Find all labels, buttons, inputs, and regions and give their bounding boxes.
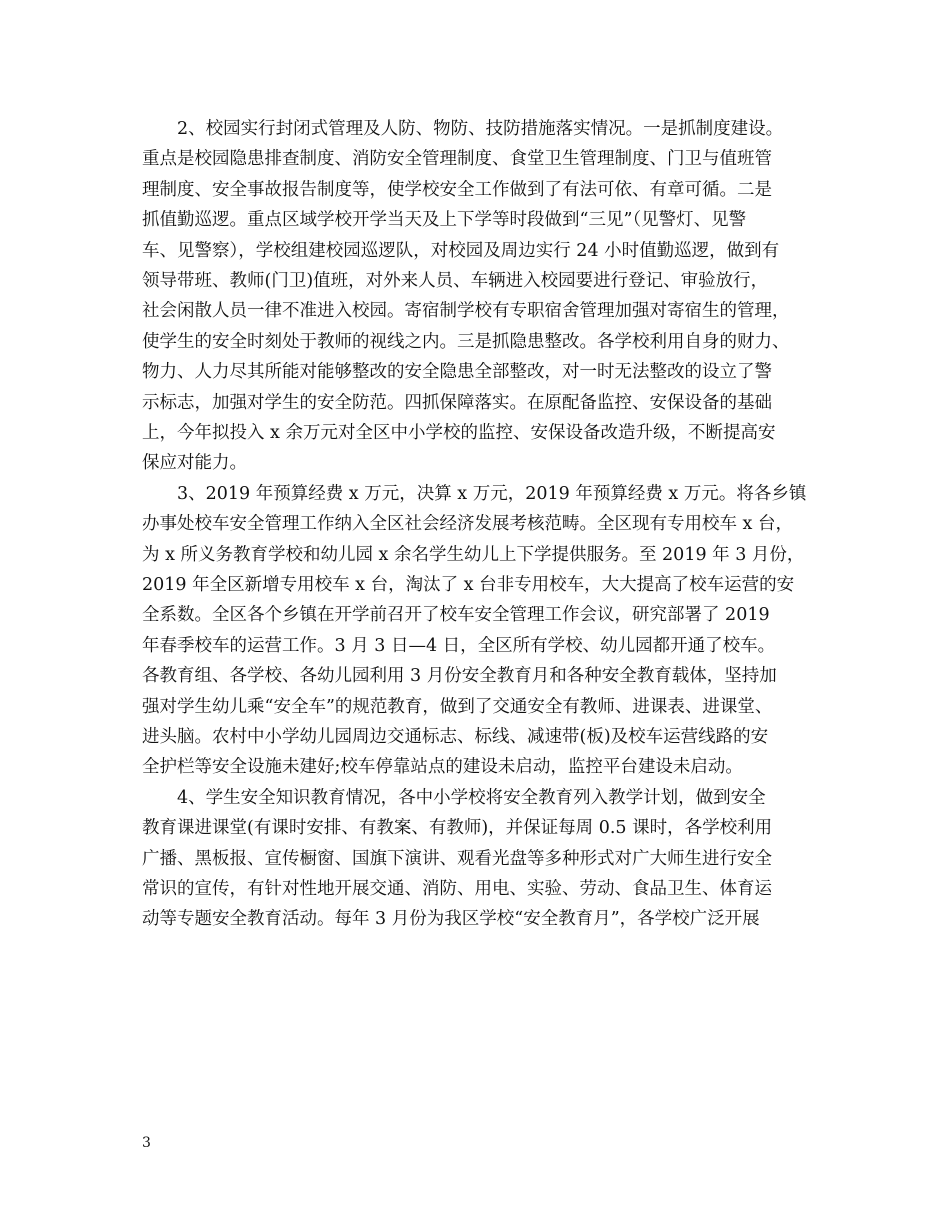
text-line: 保应对能力。 [142,453,247,474]
text-line: 年春季校车的运营工作。3 月 3 日—4 日，全区所有学校、幼儿园都开通了校车。 [142,635,776,656]
text-line: 全系数。全区各个乡镇在开学前召开了校车安全管理工作会议，研究部署了 2019 [142,605,770,626]
text-line: 教育课进课堂(有课时安排、有教案、有教师)，并保证每周 0.5 课时，各学校利用 [142,818,773,839]
text-line: 2、校园实行封闭式管理及人防、物防、技防措施落实情况。一是抓制度建设。 [142,119,784,139]
text-line: 理制度、安全事故报告制度等，使学校安全工作做到了有法可依、有章可循。二是 [142,179,772,200]
text-line: 3、2019 年预算经费 x 万元，决算 x 万元，2019 年预算经费 x 万元。将各乡镇 [142,483,807,504]
text-line: 上，今年拟投入 x 余万元对全区中小学校的监控、安保设备改造升级，不断提高安 [142,423,776,443]
text-line: 示标志，加强对学生的安全防范。四抓保障落实。在原配备监控、安保设备的基础 [142,392,772,413]
text-line: 办事处校车安全管理工作纳入全区社会经济发展考核范畴。全区现有专用校车 x 台， [142,514,793,535]
text-line: 抓值勤巡逻。重点区域学校开学当天及上下学等时段做到“三见”（见警灯、见警 [142,210,747,231]
text-line: 使学生的安全时刻处于教师的视线之内。三是抓隐患整改。各学校利用自身的财力、 [142,331,790,352]
text-line: 进头脑。农村中小学幼儿园周边交通标志、标线、减速带(板)及校车运营线路的安 [142,727,769,747]
text-line: 领导带班、教师(门卫)值班，对外来人员、车辆进入校园要进行登记、审验放行， [142,271,769,291]
text-line: 4、学生安全知识教育情况，各中小学校将安全教育列入教学计划，做到安全 [142,787,766,808]
text-line: 2019 年全区新增专用校车 x 台，淘汰了 x 台非专用校车，大大提高了校车运营的安 [142,575,795,595]
text-line: 常识的宣传，有针对性地开展交通、消防、用电、实验、劳动、食品卫生、体育运 [142,879,772,899]
text-line: 广播、黑板报、宣传橱窗、国旗下演讲、观看光盘等多种形式对广大师生进行安全 [142,848,772,869]
page-number: 3 [142,1135,151,1151]
text-line: 全护栏等安全设施未建好;校车停靠站点的建设未启动，监控平台建设未启动。 [142,757,743,778]
text-line: 各教育组、各学校、各幼儿园利用 3 月份安全教育月和各种安全教育载体，坚持加 [142,666,777,687]
text-line: 为 x 所义务教育学校和幼儿园 x 余名学生幼儿上下学提供服务。至 2019 年 3 月份， [142,544,805,565]
text-line: 重点是校园隐患排查制度、消防安全管理制度、食堂卫生管理制度、门卫与值班管 [142,149,772,170]
text-line: 强对学生幼儿乘“安全车”的规范教育，做到了交通安全有教师、进课表、进课堂、 [142,696,773,717]
text-line: 物力、人力尽其所能对能够整改的安全隐患全部整改，对一时无法整改的设立了警 [142,362,772,383]
text-line: 车、见警察），学校组建校园巡逻队，对校园及周边实行 24 小时值勤巡逻，做到有 [142,240,780,261]
text-line: 动等专题安全教育活动。每年 3 月份为我区学校“安全教育月”，各学校广泛开展 [142,909,760,930]
text-line: 社会闲散人员一律不准进入校园。寄宿制学校有专职宿舍管理加强对寄宿生的管理， [142,301,790,322]
